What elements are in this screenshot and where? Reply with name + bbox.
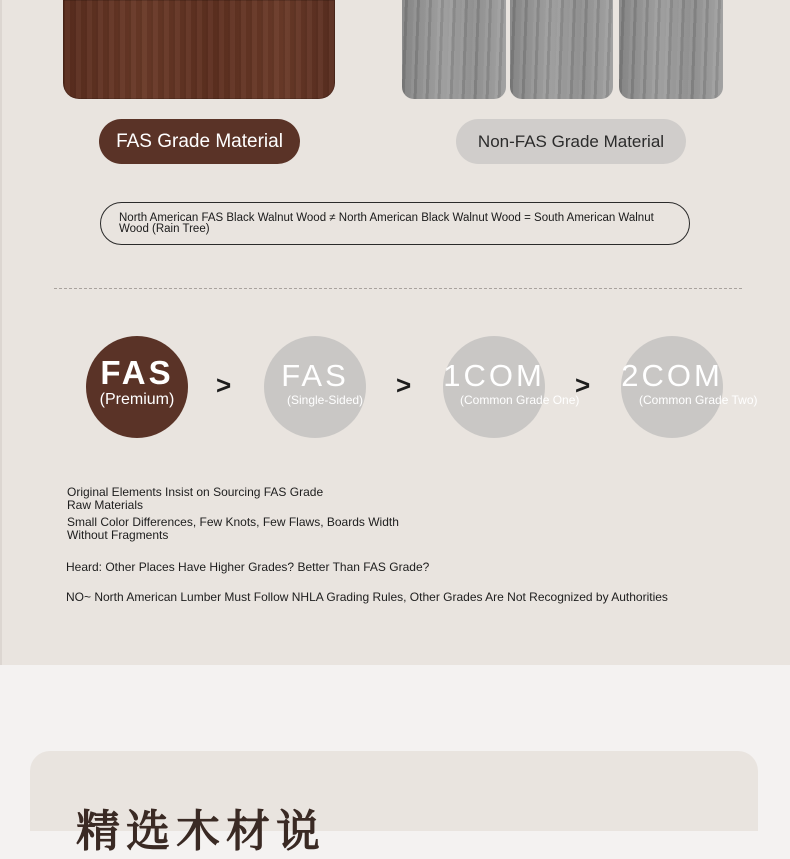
greater-than-separator: > <box>396 370 412 400</box>
grade-subtitle: (Premium) <box>99 391 175 408</box>
nonfas-swatch-image-3 <box>619 0 723 99</box>
answer-text: NO~ North American Lumber Must Follow NHLA Grading Rules, Other Grades Are Not Recognized by Authorities <box>66 590 668 604</box>
nonfas-grade-material-label: Non-FAS Grade Material <box>456 119 686 164</box>
section-title: 精选木材说 <box>76 807 326 856</box>
grade-code: FAS <box>100 354 174 391</box>
nonfas-swatch-image-1 <box>402 0 506 99</box>
grade-code: 1COM <box>443 358 545 393</box>
greater-than-separator: > <box>216 370 232 400</box>
grade-code: 2COM <box>621 358 723 393</box>
panel-edge <box>0 0 2 665</box>
walnut-comparison-note: North American FAS Black Walnut Wood ≠ North American Black Walnut Wood = South American Walnut Wood (Rain Tree) <box>100 202 690 245</box>
grade-subtitle: (Common Grade One) <box>460 393 580 407</box>
next-section-card <box>30 751 758 856</box>
grade-code: FAS <box>281 358 349 393</box>
sourcing-statement <box>67 486 323 512</box>
grade-circle-1com <box>443 336 580 438</box>
question-text: Heard: Other Places Have Higher Grades? Better Than FAS Grade? <box>66 560 430 574</box>
fas-walnut-swatch-image <box>63 0 335 99</box>
grade-subtitle: (Common Grade Two) <box>639 393 758 407</box>
nonfas-swatch-image-2 <box>510 0 613 99</box>
quality-statement <box>67 516 399 542</box>
fas-grade-material-label: FAS Grade Material <box>99 119 300 164</box>
grade-subtitle: (Single-Sided) <box>287 393 364 407</box>
greater-than-separator: > <box>575 370 591 400</box>
dashed-divider <box>54 288 742 289</box>
grade-circle-2com <box>621 336 758 438</box>
grade-circle-fas-premium <box>86 336 188 438</box>
text-line: Small Color Differences, Few Knots, Few Flaws, Boards Width <box>67 515 399 529</box>
text-line: Original Elements Insist on Sourcing FAS Grade <box>67 485 324 499</box>
grade-circle-fas-single-sided <box>264 336 366 438</box>
text-line: Raw Materials <box>67 498 144 512</box>
text-line: Without Fragments <box>67 528 169 542</box>
